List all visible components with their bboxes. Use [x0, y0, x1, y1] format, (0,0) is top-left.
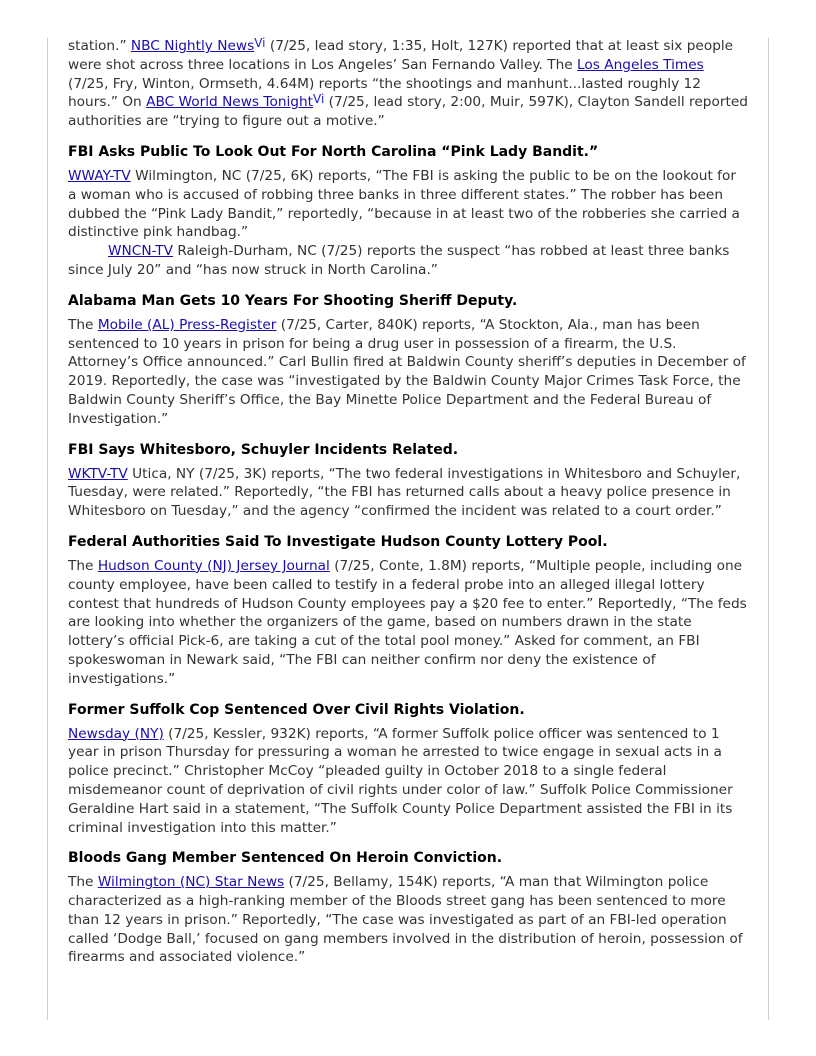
newsday-link[interactable]: Newsday (NY) [68, 725, 164, 742]
article-paragraph: Newsday (NY) (7/25, Kessler, 932K) reports, “A former Suffolk police officer was sentenced to 1 year in prison Thursday for pressuring a woman he arrested to twice engage in sexual acts in a police precinct.” Christopher McCoy “pleaded guilty in October 2018 to a single federal misdemeanor count of deprivation of civil rights under color of law.” Suffolk Police Commissioner Geraldine Hart said in a statement, “The Suffolk County Police Department assisted the FBI in its criminal investigation into this matter.” [68, 725, 733, 836]
article-headline-pink-lady-bandit: FBI Asks Public To Look Out For North Carolina “Pink Lady Bandit.” [68, 143, 599, 160]
article-paragraph: WKTV-TV Utica, NY (7/25, 3K) reports, “The two federal investigations in Whitesboro and Schuyler, Tuesday, were related.” Reportedly, “the FBI has returned calls about a heavy police presence in Whitesboro on Tuesday,” and the agency “confirmed the incident was related to a court order.” [68, 465, 741, 520]
wilmington-star-news-link[interactable]: Wilmington (NC) Star News [97, 874, 285, 891]
article-headline-bloods-gang: Bloods Gang Member Sentenced On Heroin Conviction. [68, 850, 503, 867]
abc-world-news-tonight-link[interactable]: ABC World News Tonight [146, 94, 314, 111]
intro-paragraph: station.” NBC Nightly News$^{Vi}$ (7/25, lead story, 1:35, Holt, 127K) reported that at least six people were shot across three locations in Los Angeles’ San Fernando Valley. The Los Angeles Times (7/25, Fry, Winton, Ormseth, 4.64M) reports “the shootings and manhunt...lasted roughly 12 hours.” On ABC World News Tonight$^{Vi}$ (7/25, lead story, 2:00, Muir, 597K), Clayton Sandell reported authorities are “trying to figure out a motive.” [68, 36, 748, 130]
jersey-journal-link[interactable]: Hudson County (NJ) Jersey Journal [97, 557, 330, 574]
article-paragraph: WWAY-TV Wilmington, NC (7/25, 6K) reports, “The FBI is asking the public to be on the lookout for a woman who is accused of robbing three banks in three different states.” The robber has been dubbed the “Pink Lady Bandit,” reportedly, “because in at least two of the robberies she carried a distinctive pink handbag.” [68, 167, 740, 241]
page-border-left [47, 38, 48, 1020]
mobile-press-register-link[interactable]: Mobile (AL) Press-Register [97, 316, 277, 333]
article-headline-suffolk-cop: Former Suffolk Cop Sentenced Over Civil Rights Violation. [68, 701, 525, 718]
article-paragraph: The Mobile (AL) Press-Register (7/25, Carter, 840K) reports, “A Stockton, Ala., man has been sentenced to 10 years in prison for being a drug user in possession of a firearm, the U.S. Attorney’s Office announced.” Carl Bullin fired at Baldwin County sheriff’s deputies in December of 2019. Reportedly, the case was “investigated by the Baldwin County Major Crimes Task Force, the Baldwin County Sheriff’s Office, the Bay Minette Police Department and the Federal Bureau of Investigation.” [68, 316, 746, 427]
wway-tv-link[interactable]: WWAY-TV [68, 167, 131, 184]
video-icon[interactable]: Vi [254, 36, 266, 50]
nbc-nightly-news-link[interactable]: NBC Nightly News [130, 38, 255, 54]
wktv-tv-link[interactable]: WKTV-TV [68, 465, 128, 482]
article-headline-hudson-lottery: Federal Authorities Said To Investigate Hudson County Lottery Pool. [68, 533, 608, 550]
page-border-right [768, 38, 769, 1020]
article-headline-whitesboro-schuyler: FBI Says Whitesboro, Schuyler Incidents Related. [68, 441, 459, 458]
article-paragraph: The Hudson County (NJ) Jersey Journal (7/25, Conte, 1.8M) reports, “Multiple people, including one county employee, have been called to testify in a federal probe into an alleged illegal lottery contest that hundreds of Hudson County employees pay a $20 fee to enter.” Reportedly, “The feds are looking into whether the organizers of the game, based on numbers drawn in the state lottery’s official Pick-6, are taking a cut of the total pool money.” Asked for comment, an FBI spokeswoman in Newark said, “The FBI can neither confirm nor deny the existence of investigations.” [68, 557, 747, 687]
newsletter-body [68, 37, 748, 967]
los-angeles-times-link[interactable]: Los Angeles Times [577, 56, 704, 73]
article-paragraph: The Wilmington (NC) Star News (7/25, Bellamy, 154K) reports, “A man that Wilmington police characterized as a high-ranking member of the Bloods street gang has been sentenced to more than 12 years in prison.” Reportedly, “The case was investigated as part of an FBI-led operation called ‘Dodge Ball,’ focused on gang members involved in the distribution of heroin, possession of firearms and associated violence.” [68, 874, 743, 966]
video-icon[interactable]: Vi [313, 92, 325, 107]
wncn-tv-link[interactable]: WNCN-TV [108, 243, 173, 260]
article-paragraph: WNCN-TV Raleigh-Durham, NC (7/25) reports the suspect “has robbed at least three banks since July 20” and “has now struck in North Carolina.” [68, 243, 730, 278]
article-headline-alabama-man: Alabama Man Gets 10 Years For Shooting Sheriff Deputy. [68, 292, 518, 309]
